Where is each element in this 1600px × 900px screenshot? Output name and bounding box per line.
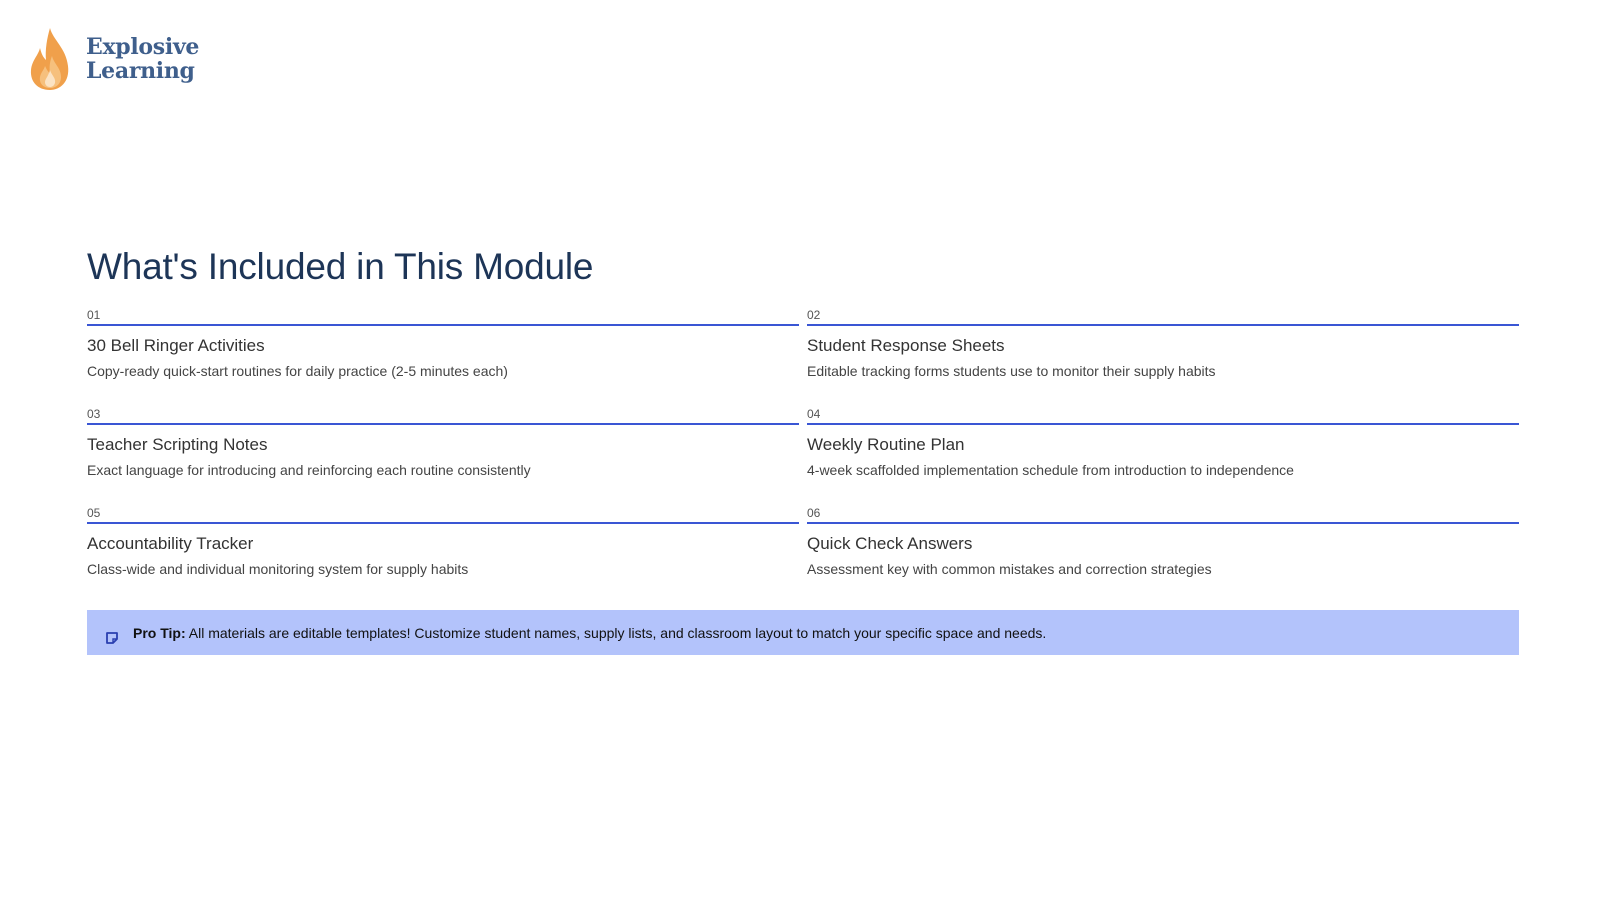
- item-title: Quick Check Answers: [807, 534, 973, 553]
- module-item: [87, 306, 799, 405]
- page-title: What's Included in This Module: [87, 246, 594, 287]
- item-number: 06: [807, 506, 821, 520]
- item-number: 01: [87, 308, 101, 322]
- item-divider: [807, 324, 1519, 326]
- pro-tip-label: Pro Tip:: [133, 624, 186, 641]
- module-item: [807, 405, 1519, 504]
- module-contents-grid: [87, 306, 1519, 603]
- item-divider: [807, 522, 1519, 524]
- pro-tip-text: [133, 625, 1046, 641]
- item-description: Exact language for introducing and reinforcing each routine consistently: [87, 462, 531, 478]
- module-item: [87, 504, 799, 603]
- item-divider: [87, 423, 799, 425]
- note-icon: [105, 631, 119, 645]
- item-description: Copy-ready quick-start routines for daily practice (2-5 minutes each): [87, 363, 508, 379]
- module-item: [87, 405, 799, 504]
- item-divider: [87, 324, 799, 326]
- brand-name: [86, 35, 199, 83]
- item-description: 4-week scaffolded implementation schedule from introduction to independence: [807, 462, 1294, 478]
- item-title: Accountability Tracker: [87, 534, 254, 553]
- brand-name-line2: Learning: [86, 58, 195, 84]
- item-number: 05: [87, 506, 101, 520]
- item-number: 04: [807, 407, 821, 421]
- brand-logo: [28, 26, 199, 92]
- pro-tip-callout: [87, 610, 1519, 655]
- item-description: Class-wide and individual monitoring system for supply habits: [87, 561, 469, 577]
- item-title: Student Response Sheets: [807, 336, 1005, 355]
- module-item: [807, 504, 1519, 603]
- item-divider: [87, 522, 799, 524]
- item-number: 03: [87, 407, 101, 421]
- module-item: [807, 306, 1519, 405]
- item-description: Editable tracking forms students use to monitor their supply habits: [807, 363, 1216, 379]
- pro-tip-body: All materials are editable templates! Customize student names, supply lists, and classroom layout to match your specific space and needs.: [188, 624, 1047, 641]
- brand-name-line1: Explosive: [86, 34, 200, 60]
- item-title: 30 Bell Ringer Activities: [87, 336, 265, 355]
- item-title: Weekly Routine Plan: [807, 435, 965, 454]
- flame-icon: [28, 26, 72, 92]
- item-divider: [807, 423, 1519, 425]
- item-description: Assessment key with common mistakes and correction strategies: [807, 561, 1212, 577]
- item-number: 02: [807, 308, 821, 322]
- item-title: Teacher Scripting Notes: [87, 435, 268, 454]
